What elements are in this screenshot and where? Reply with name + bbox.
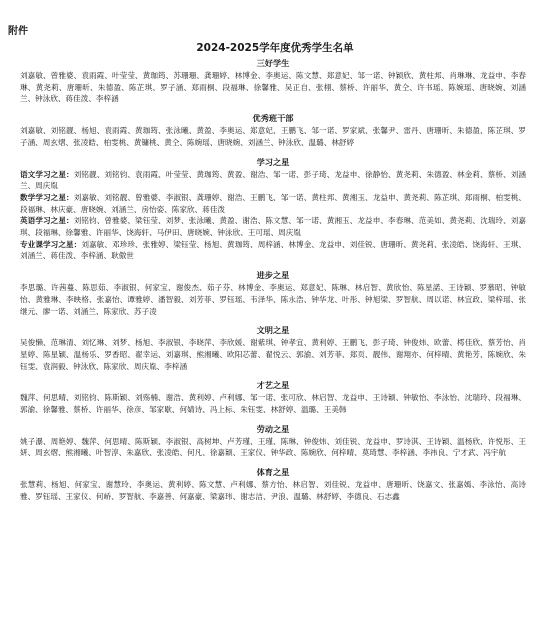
- study-math-names: 刘嘉敏、刘铭靓、曾雅婆、李淑银、龚珊婷、谢浩、王鹏飞、邹一诺、黄柱邦、黄湘玉、龙益申、黄尧莉、陈芷琪、郑雨桐、柏雯桃、段福琳、林庆豪、唐晓婉、刘涵兰、房怡姿、陈家欣、蒋佳泼: [20, 192, 527, 214]
- section-title-civil: 文明之星: [256, 325, 290, 336]
- document-body: [20, 58, 526, 503]
- section-title-progress: 进步之星: [256, 270, 290, 281]
- study-chinese-names: 刘铭靓、刘铭钧、袁雨霞、叶莹莹、黄珈筠、黄盈、谢浩、邹一诺、彭子琦、龙益申、徐静怡、黄尧莉、朱德盈、林金莉、蔡桥、刘涵兰、周庆胤: [20, 169, 527, 191]
- names-sanhao: 刘嘉敏、曾雅婆、袁雨霞、叶莹莹、黄珈筠、苏珊珊、龚珊婷、林博金、李奥运、陈文慧、郑意妃、邹一诺、钟颖欣、黄柱邦、肖琳琳、龙益申、李春琳、黄尧莉、唐珊昕、朱德盈、陈芷琪、罗子涵、郑雨桐、段福琳、徐馨雅、吴正自、张栩、蔡桥、许丽华、黄仝、许书瑶、陈婉瑶、唐晓婉、刘涵兰、钟泳欣、蒋佳泼、李梓涵: [20, 71, 526, 104]
- section-title-labor: 劳动之星: [256, 423, 290, 434]
- study-major-row: [20, 239, 526, 262]
- names-sports: 张慧莉、杨旭、何家宝、谢慧玲、李奥运、黄利婷、陈文慧、卢利娜、蔡方怡、林启智、刘佳锐、龙益申、唐珊昕、饶嘉文、张嘉嫣、李泳怡、高诗雅、罗钰瑶、王家仪、何峤、罗智航、李嘉善、何嘉豪、梁嘉玮、谢志洁、尹浪、温璐、林舒婷、李德良、石志鑫: [20, 480, 526, 501]
- section-title-ganbu: 优秀班干部: [252, 113, 294, 124]
- study-english-names: 刘铭钧、曾雅婆、梁钰莹、刘梦、张泳曦、黄盈、谢浩、陈文慧、邹一诺、黄湘玉、龙益申、李春琳、范美如、黄尧莉、沈瑞玲、刘嘉琪、段福琳、徐馨雅、许丽华、饶海轩、马伊田、唐晓婉、钟泳欣、王可瑶、周庆胤: [20, 216, 527, 238]
- document-title: 2024-2025学年度优秀学生名单: [196, 42, 354, 54]
- study-chinese-row: [20, 169, 526, 192]
- section-title-sanhao: 三好学生: [256, 58, 290, 68]
- names-labor: 姚子瀑、周艳婷、魏萍、何思晴、陈斯颖、李淑银、高树坤、卢芳瑾、王瑾、陈琳、钟俊炜、刘佳锐、龙益申、罗诗淇、王诗颖、温杨欣、许悦彤、王妍、周玄熠、熊湘曦、叶智淳、朱嘉欣、张凌皓、何凡、徐嘉颖、王家仪、钟华政、陈婉欣、何梓晴、莫琦慧、李梓涵、李祎良、宁才武、冯宇航: [20, 436, 526, 458]
- study-math-row: [20, 192, 526, 215]
- names-progress: 李思璐、许茜蔓、陈思茹、李淑银、何家宝、谢俊杰、茹子芬、林博金、李奥运、郑意妃、陈琳、林启智、黄欣怡、陈星諾、王诗颖、罗慕昭、钟敏怡、黄雅琳、李映格、张嘉怡、谭雅婷、潘智毅、刘芳菲、罗钰瑶、韦泽华、陈永浩、钟华龙、叶彤、钟旭梁、罗智航、周以诺、林宜政、梁梓瑶、张继元、廖一诺、刘涵兰、陈家欣、苏子凌: [20, 283, 526, 316]
- study-english-label: 英语学习之星：: [20, 216, 74, 226]
- names-talent: 魏萍、何思晴、刘铭钧、陈斯颖、刘殇楠、谢浩、黄利婷、卢利娜、邹一诺、张可欣、林启智、龙益申、王诗颖、钟敏怡、李泳怡、沈瑞玲、段福琳、郭渝、徐馨雅、蔡桥、许丽华、徐彦、邹家歇、何婧诗、冯上标、朱钰雯、林舒婷、温璐、王美韩: [20, 393, 526, 415]
- names-civil: 吴俊懒、范琳清、刘忆琳、刘梦、杨旭、李淑银、李晓萍、李欣媛、谢紫琪、钟孝宜、黄利婷、王鹏飞、彭子琦、钟俊炜、欧蕾、樗佳欣、蔡芳怡、肖星婷、陈星颖、温杨乐、罗香昭、翟幸运、刘嘉琪、熊湘曦、欧阳芯蕾、翟悦云、郭渝、刘芳菲、郑页、靓伟、谢翔亦、何梓晴、黄艳芳、陈婉欣、朱钰雯、袁润毅、钟泳欣、陈家欣、周庆胤、李梓涵: [20, 338, 526, 371]
- section-title-study: 学习之星: [256, 156, 290, 167]
- study-chinese-label: 语文学习之星：: [20, 169, 74, 179]
- study-english-row: [20, 215, 526, 238]
- study-math-label: 数学学习之星：: [20, 192, 74, 202]
- study-major-names: 刘嘉敏、邓珍珍、张雅婷、梁钰莹、杨旭、黄珈筠、周梓涵、林博金、龙益申、刘佳锐、唐珊昕、黄尧莉、张凌皓、饶海轩、王琪、刘涵兰、蒋佳泼、李梓涵、耿傲世: [20, 239, 526, 261]
- section-title-talent: 才艺之星: [256, 380, 290, 391]
- section-title-sports: 体育之星: [256, 467, 290, 478]
- names-ganbu: 刘嘉敏、刘铭靓、杨旭、袁雨霞、黄珈筠、张泳曦、黄盈、李奥运、郑意妃、王鹏飞、邹一诺、罗家斌、张馨尹、雷丹、唐珊昕、朱德盈、陈芷琪、罗子涵、周玄熠、张凌皓、柏雯桃、黄镛桃、黄仝、陈婉瑶、唐晓婉、刘涵兰、钟泳欣、温璐、林舒婷: [20, 126, 526, 147]
- study-major-label: 专业课学习之星：: [20, 239, 82, 249]
- attachment-label: 附件: [8, 26, 28, 37]
